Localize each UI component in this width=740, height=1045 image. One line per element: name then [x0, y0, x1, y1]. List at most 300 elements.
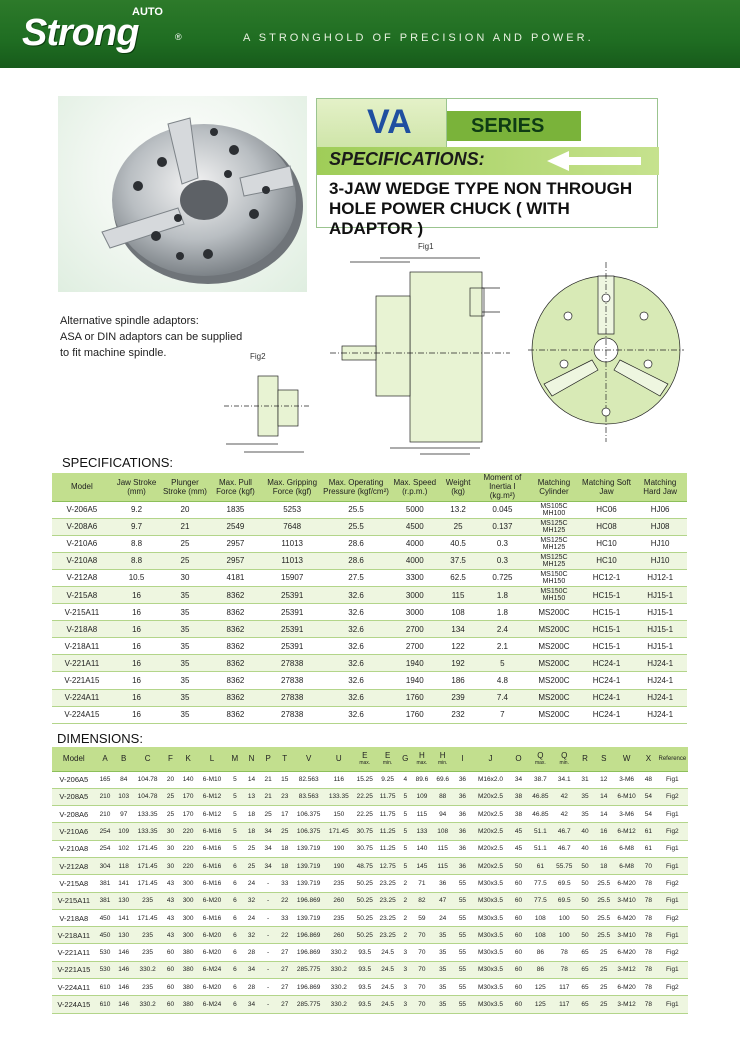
- dim-col-header-main: I: [461, 753, 464, 763]
- table-cell: Fig1: [657, 771, 688, 788]
- table-cell: 12.75: [376, 857, 399, 874]
- table-cell: 23.25: [376, 909, 399, 926]
- table-cell: 24.5: [376, 996, 399, 1013]
- table-cell: 78: [553, 961, 576, 978]
- table-cell: 6-M20: [613, 944, 640, 961]
- table-cell: 25: [594, 961, 613, 978]
- spec-col-header: Max. Pull Force (kgf): [209, 473, 263, 501]
- table-cell: 50: [576, 892, 595, 909]
- table-cell: 330.2: [133, 996, 162, 1013]
- table-cell: 35: [161, 655, 208, 672]
- table-cell: 235: [324, 875, 353, 892]
- table-cell: 50: [576, 875, 595, 892]
- table-row: [52, 535, 687, 552]
- table-cell: 4: [399, 771, 411, 788]
- table-cell: 118: [114, 857, 133, 874]
- table-cell: 6: [227, 927, 244, 944]
- table-cell: 146: [114, 961, 133, 978]
- logo-wordmark: Strong: [22, 12, 139, 54]
- table-cell: 25391: [262, 638, 322, 655]
- table-cell: 171.45: [133, 840, 162, 857]
- table-cell: 36: [453, 857, 472, 874]
- table-cell: 25391: [262, 621, 322, 638]
- table-cell: MS150C MH150: [528, 586, 580, 603]
- table-cell: 35: [576, 788, 595, 805]
- table-cell: 78: [640, 996, 657, 1013]
- table-cell: 133.35: [133, 806, 162, 823]
- table-cell: 7648: [262, 518, 322, 535]
- table-cell: HJ24-1: [633, 689, 687, 706]
- table-row: [52, 771, 688, 788]
- model-code: VA: [367, 103, 412, 141]
- spec-col-header: Matching Hard Jaw: [633, 473, 687, 501]
- table-cell: 3: [399, 961, 411, 978]
- table-cell: 60: [162, 944, 179, 961]
- table-cell: MS200C: [528, 604, 580, 621]
- table-cell: 450: [96, 927, 115, 944]
- table-cell: 34: [260, 857, 277, 874]
- table-cell: 55: [453, 961, 472, 978]
- table-cell: 46.7: [553, 840, 576, 857]
- table-cell: 330.2: [324, 944, 353, 961]
- table-cell: 16: [112, 604, 161, 621]
- table-cell: 2: [399, 892, 411, 909]
- dim-col-header-main: X: [645, 753, 652, 763]
- table-row: [52, 621, 687, 638]
- table-cell: MS200C: [528, 655, 580, 672]
- table-cell: 171.45: [324, 823, 353, 840]
- table-cell: Fig2: [657, 788, 688, 805]
- table-cell: 2957: [209, 535, 263, 552]
- table-cell: M30x3.5: [472, 979, 509, 996]
- table-cell: 330.2: [324, 996, 353, 1013]
- table-cell: 60: [509, 996, 528, 1013]
- table-cell: 65: [576, 944, 595, 961]
- table-cell: 2549: [209, 518, 263, 535]
- series-label: SERIES: [471, 115, 545, 137]
- table-cell: 8362: [209, 655, 263, 672]
- table-row: [52, 501, 687, 518]
- table-cell: 4181: [209, 569, 263, 586]
- dim-col-header-main: W: [622, 753, 631, 763]
- table-cell: -: [260, 961, 277, 978]
- dim-col-header-sub: min.: [437, 759, 448, 766]
- dim-col-header: [96, 747, 115, 771]
- table-cell: 22.25: [353, 788, 376, 805]
- series-badge: [447, 111, 581, 141]
- table-cell: 35: [161, 689, 208, 706]
- table-cell: -: [260, 909, 277, 926]
- table-cell: 7.4: [477, 689, 529, 706]
- table-cell: MS200C: [528, 621, 580, 638]
- table-cell: 2: [399, 875, 411, 892]
- table-cell: 46.7: [553, 823, 576, 840]
- table-cell: HC15-1: [580, 586, 634, 603]
- dim-col-header-sub: min.: [559, 759, 569, 766]
- table-cell: 145: [412, 857, 433, 874]
- spec-band-title: SPECIFICATIONS:: [329, 149, 485, 169]
- table-cell: 192: [440, 655, 477, 672]
- dim-col-header-main: Reference: [658, 755, 687, 762]
- dim-col-header-main: C: [144, 753, 151, 763]
- table-cell: HC10: [580, 552, 634, 569]
- model-badge: [317, 99, 447, 147]
- dim-col-header-sub: max.: [534, 759, 546, 766]
- table-cell: 60: [162, 996, 179, 1013]
- table-cell: 55: [453, 996, 472, 1013]
- table-cell: 5: [399, 823, 411, 840]
- table-cell: -: [260, 979, 277, 996]
- table-cell: 89.6: [412, 771, 433, 788]
- table-cell: 30: [161, 569, 208, 586]
- dim-col-header: [243, 747, 260, 771]
- dim-col-header: [528, 747, 553, 771]
- table-cell: 6-M8: [613, 840, 640, 857]
- dim-col-header-main: H: [419, 750, 425, 760]
- table-cell: 115: [412, 806, 433, 823]
- dim-col-header-main: H: [439, 750, 446, 760]
- adaptor-note: [60, 313, 242, 361]
- table-cell: 6-M16: [197, 840, 226, 857]
- table-cell: 235: [133, 892, 162, 909]
- table-row: [52, 961, 688, 978]
- table-cell: 6-M12: [197, 788, 226, 805]
- table-cell: 31: [576, 771, 595, 788]
- registered-mark: ®: [175, 32, 182, 42]
- table-cell: 0.725: [477, 569, 529, 586]
- dim-col-header-main: G: [402, 753, 409, 763]
- table-cell: 48.75: [353, 857, 376, 874]
- table-cell: 88: [432, 788, 453, 805]
- table-row: [52, 892, 688, 909]
- table-cell: 300: [179, 927, 198, 944]
- table-cell: 117: [553, 979, 576, 996]
- table-cell: 23.25: [376, 927, 399, 944]
- table-cell: HJ24-1: [633, 655, 687, 672]
- table-cell: 16: [594, 823, 613, 840]
- dim-col-header-sub: max.: [359, 759, 371, 766]
- table-cell: 122: [440, 638, 477, 655]
- table-cell: 25391: [262, 604, 322, 621]
- table-cell: M20x2.5: [472, 806, 509, 823]
- table-cell: 3-M6: [613, 771, 640, 788]
- table-cell: HC15-1: [580, 621, 634, 638]
- product-title: [329, 179, 657, 239]
- table-cell: 60: [509, 892, 528, 909]
- table-cell: 14: [243, 771, 260, 788]
- table-cell: 8362: [209, 586, 263, 603]
- table-cell: MS200C: [528, 672, 580, 689]
- table-cell: 60: [509, 875, 528, 892]
- specifications-table: [52, 473, 687, 724]
- table-cell: M20x2.5: [472, 823, 509, 840]
- table-cell: 27: [276, 961, 293, 978]
- table-cell: 24.5: [376, 961, 399, 978]
- table-cell: 6-M16: [197, 857, 226, 874]
- table-row: [52, 875, 688, 892]
- table-cell: 190: [324, 857, 353, 874]
- table-cell: 25.5: [594, 892, 613, 909]
- table-cell: -: [260, 892, 277, 909]
- table-cell: 6-M20: [197, 979, 226, 996]
- table-cell: 40: [576, 823, 595, 840]
- table-cell: 30: [162, 840, 179, 857]
- fig2-adaptor-drawing: [214, 360, 314, 460]
- table-cell: 22.25: [353, 806, 376, 823]
- table-cell: 17: [276, 806, 293, 823]
- table-cell: 530: [96, 961, 115, 978]
- table-cell: 50.25: [353, 927, 376, 944]
- table-cell: 24.5: [376, 944, 399, 961]
- table-cell: 6-M10: [197, 771, 226, 788]
- table-cell: 3: [399, 996, 411, 1013]
- table-cell: 32: [243, 892, 260, 909]
- table-cell: 300: [179, 909, 198, 926]
- table-cell: 21: [260, 771, 277, 788]
- table-row: [52, 840, 688, 857]
- table-cell: 5: [399, 857, 411, 874]
- table-cell: 6-M12: [197, 806, 226, 823]
- table-cell: 16: [112, 586, 161, 603]
- table-cell: 35: [432, 944, 453, 961]
- dim-col-header: [114, 747, 133, 771]
- table-cell: 196.869: [293, 979, 324, 996]
- dim-col-header-main: Q: [561, 750, 568, 760]
- table-cell: 61: [640, 823, 657, 840]
- table-cell: 38: [509, 806, 528, 823]
- table-cell: V-215A8: [52, 586, 112, 603]
- table-cell: 36: [432, 875, 453, 892]
- table-cell: 330.2: [324, 961, 353, 978]
- table-cell: 78: [640, 892, 657, 909]
- table-cell: V-206A5: [52, 501, 112, 518]
- brand-logo: [22, 6, 182, 54]
- dim-col-header-main: U: [335, 753, 342, 763]
- table-cell: 8362: [209, 604, 263, 621]
- table-cell: 3: [399, 944, 411, 961]
- table-cell: 33: [276, 875, 293, 892]
- table-row: [52, 586, 687, 603]
- table-cell: 8362: [209, 638, 263, 655]
- table-cell: 60: [509, 961, 528, 978]
- table-cell: 25.5: [594, 927, 613, 944]
- table-cell: 55.75: [553, 857, 576, 874]
- table-cell: 28: [243, 979, 260, 996]
- table-cell: 285.775: [293, 996, 324, 1013]
- dimensions-table: [52, 747, 688, 1014]
- dim-col-header-main: S: [601, 753, 607, 763]
- dim-col-header: [509, 747, 528, 771]
- table-cell: HC08: [580, 518, 634, 535]
- table-cell: 36: [453, 806, 472, 823]
- table-cell: 27: [276, 944, 293, 961]
- table-cell: 139.719: [293, 857, 324, 874]
- table-cell: 108: [528, 927, 553, 944]
- table-cell: 5253: [262, 501, 322, 518]
- table-cell: 16: [112, 621, 161, 638]
- spec-col-header: Matching Soft Jaw: [580, 473, 634, 501]
- dim-col-header: [197, 747, 226, 771]
- table-cell: MS150C MH150: [528, 569, 580, 586]
- specifications-header-row: [52, 473, 687, 501]
- table-cell: 610: [96, 979, 115, 996]
- table-cell: 61: [640, 840, 657, 857]
- table-cell: 150: [324, 806, 353, 823]
- table-cell: 32.6: [322, 655, 390, 672]
- table-cell: 3-M12: [613, 961, 640, 978]
- dim-col-header: [432, 747, 453, 771]
- table-cell: 3-M10: [613, 927, 640, 944]
- table-cell: 300: [179, 875, 198, 892]
- table-cell: V-212A8: [52, 569, 112, 586]
- table-row: [52, 927, 688, 944]
- table-cell: 14: [594, 806, 613, 823]
- table-cell: 3: [399, 979, 411, 996]
- dim-col-header: [472, 747, 509, 771]
- table-cell: 93.5: [353, 961, 376, 978]
- note-line2: ASA or DIN adaptors can be supplied: [60, 331, 243, 343]
- dim-col-header-main: L: [209, 753, 215, 763]
- fig2-label: Fig2: [250, 352, 266, 361]
- dim-col-header-main: A: [102, 753, 108, 763]
- table-row: [52, 689, 687, 706]
- table-cell: 5: [399, 840, 411, 857]
- table-cell: HJ24-1: [633, 672, 687, 689]
- table-cell: 5: [227, 788, 244, 805]
- dim-col-header: [553, 747, 576, 771]
- table-row: [52, 518, 687, 535]
- table-cell: 0.3: [477, 535, 529, 552]
- table-cell: 5: [399, 788, 411, 805]
- table-cell: 11.25: [376, 823, 399, 840]
- table-cell: 16: [112, 706, 161, 723]
- table-cell: M30x3.5: [472, 944, 509, 961]
- table-cell: 32: [243, 927, 260, 944]
- table-cell: 6: [227, 909, 244, 926]
- table-cell: 6-M8: [613, 857, 640, 874]
- table-cell: 15907: [262, 569, 322, 586]
- table-cell: 254: [96, 840, 115, 857]
- table-cell: 97: [114, 806, 133, 823]
- table-cell: V-224A11: [52, 979, 96, 996]
- table-cell: 25: [243, 840, 260, 857]
- table-cell: 9.7: [112, 518, 161, 535]
- table-cell: 22: [276, 927, 293, 944]
- table-cell: HJ06: [633, 501, 687, 518]
- table-cell: HJ08: [633, 518, 687, 535]
- table-cell: 125: [528, 979, 553, 996]
- table-cell: 171.45: [133, 875, 162, 892]
- note-line3: to fit machine spindle.: [60, 347, 167, 359]
- table-row: [52, 788, 688, 805]
- table-cell: 35: [432, 979, 453, 996]
- table-cell: HC12-1: [580, 569, 634, 586]
- dim-col-header: [227, 747, 244, 771]
- table-cell: 20: [161, 501, 208, 518]
- table-cell: 106.375: [293, 823, 324, 840]
- table-cell: 285.775: [293, 961, 324, 978]
- table-cell: 25: [260, 806, 277, 823]
- table-cell: 46.85: [528, 806, 553, 823]
- table-cell: 130: [114, 927, 133, 944]
- table-cell: M30x3.5: [472, 927, 509, 944]
- table-cell: 55: [453, 892, 472, 909]
- table-cell: 0.137: [477, 518, 529, 535]
- table-cell: 21: [260, 788, 277, 805]
- table-cell: M30x3.5: [472, 875, 509, 892]
- table-cell: 530: [96, 944, 115, 961]
- spec-band: [317, 147, 659, 175]
- table-cell: 130: [114, 892, 133, 909]
- table-cell: 170: [179, 806, 198, 823]
- table-cell: HJ15-1: [633, 586, 687, 603]
- table-cell: 70: [640, 857, 657, 874]
- table-cell: 21: [161, 518, 208, 535]
- table-cell: 25.5: [594, 875, 613, 892]
- table-cell: 108: [432, 823, 453, 840]
- dim-col-header: [260, 747, 277, 771]
- fig1-label: Fig1: [418, 242, 434, 251]
- product-title-line2: HOLE POWER CHUCK ( WITH ADAPTOR ): [329, 199, 570, 238]
- table-row: [52, 909, 688, 926]
- dim-col-header-main: N: [248, 753, 255, 763]
- table-cell: 3000: [390, 586, 439, 603]
- dim-col-header-main: Q: [537, 750, 544, 760]
- table-cell: 117: [553, 996, 576, 1013]
- table-cell: V-224A11: [52, 689, 112, 706]
- table-cell: 84: [114, 771, 133, 788]
- table-cell: Fig1: [657, 806, 688, 823]
- table-cell: V-224A15: [52, 706, 112, 723]
- table-cell: 15.25: [353, 771, 376, 788]
- table-cell: 2.1: [477, 638, 529, 655]
- table-cell: 35: [161, 621, 208, 638]
- table-cell: 140: [412, 840, 433, 857]
- table-cell: 18: [276, 840, 293, 857]
- table-cell: 5: [399, 806, 411, 823]
- table-cell: 25: [162, 806, 179, 823]
- table-cell: 50: [576, 857, 595, 874]
- table-cell: 5: [477, 655, 529, 672]
- table-cell: 25.5: [322, 518, 390, 535]
- table-cell: 330.2: [324, 979, 353, 996]
- table-cell: 62.5: [440, 569, 477, 586]
- dim-col-header-main: P: [265, 753, 271, 763]
- table-cell: 25391: [262, 586, 322, 603]
- table-cell: 109: [412, 788, 433, 805]
- table-cell: 86: [528, 944, 553, 961]
- table-row: [52, 604, 687, 621]
- table-cell: MS200C: [528, 689, 580, 706]
- table-cell: 133: [412, 823, 433, 840]
- table-cell: 35: [161, 672, 208, 689]
- dim-col-header-main: J: [488, 753, 493, 763]
- table-cell: 0.045: [477, 501, 529, 518]
- table-cell: 10.5: [112, 569, 161, 586]
- table-cell: 78: [640, 979, 657, 996]
- table-cell: 100: [553, 909, 576, 926]
- table-cell: 260: [324, 892, 353, 909]
- table-cell: 55: [453, 979, 472, 996]
- dim-col-header-main: B: [121, 753, 127, 763]
- dim-col-header: [324, 747, 353, 771]
- table-cell: 6-M16: [197, 875, 226, 892]
- table-cell: 18: [243, 823, 260, 840]
- table-cell: 50.25: [353, 892, 376, 909]
- table-cell: 235: [133, 944, 162, 961]
- table-cell: 6-M24: [197, 996, 226, 1013]
- table-cell: 380: [179, 996, 198, 1013]
